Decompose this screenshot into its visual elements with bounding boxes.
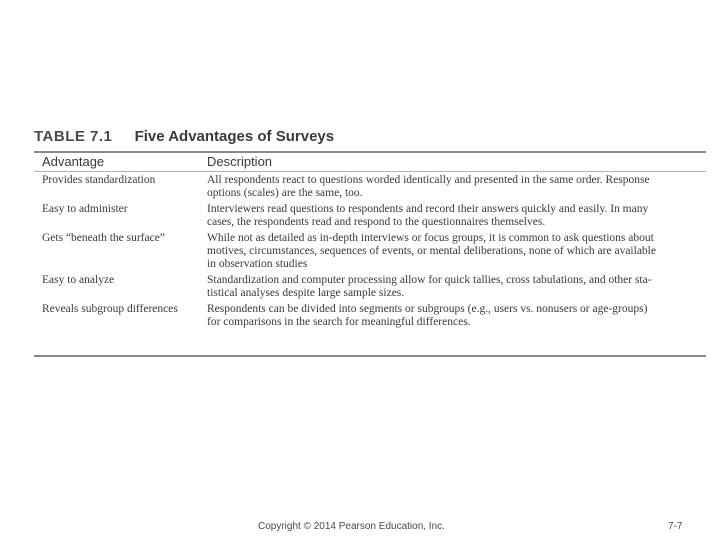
copyright-notice: Copyright © 2014 Pearson Education, Inc. xyxy=(258,521,445,532)
table-row xyxy=(42,232,706,271)
advantage-cell: Easy to analyze xyxy=(42,274,115,286)
description-line: motives, circumstances, sequences of events, or mental deliberations, none of which are available xyxy=(207,245,656,257)
description-line: While not as detailed as in-depth interviews or focus groups, it is common to ask questions about xyxy=(207,232,654,244)
table-body xyxy=(42,174,706,329)
description-line: All respondents react to questions worded identically and presented in the same order. Response xyxy=(207,174,650,186)
column-header-description: Description xyxy=(207,154,273,169)
description-cell xyxy=(207,232,697,271)
advantage-cell: Provides standardization xyxy=(42,174,156,186)
description-cell xyxy=(207,174,697,200)
table-caption xyxy=(34,128,334,145)
table-header-rule xyxy=(34,171,706,172)
description-line: Interviewers read questions to respondents and record their answers quickly and easily. In many xyxy=(207,203,649,215)
table-number: TABLE 7.1 xyxy=(34,128,113,145)
description-line: for comparisons in the search for meaningful differences. xyxy=(207,316,471,328)
description-cell xyxy=(207,303,697,329)
table-row xyxy=(42,303,706,329)
description-line: Standardization and computer processing allow for quick tallies, cross tabulations, and other sta- xyxy=(207,274,652,286)
description-line: tistical analyses despite large sample sizes. xyxy=(207,287,405,299)
table-row xyxy=(42,203,706,229)
description-cell xyxy=(207,203,697,229)
description-line: cases, the respondents read and respond to the questionnaires themselves. xyxy=(207,216,546,228)
description-line: in observation studies xyxy=(207,258,308,270)
page-number: 7-7 xyxy=(668,521,683,532)
table-bottom-rule xyxy=(34,355,706,357)
description-line: options (scales) are the same, too. xyxy=(207,187,363,199)
advantage-cell: Reveals subgroup differences xyxy=(42,303,178,315)
column-header-advantage: Advantage xyxy=(42,154,105,169)
table-title: Five Advantages of Surveys xyxy=(134,128,335,145)
table-row xyxy=(42,274,706,300)
table-row xyxy=(42,174,706,200)
advantage-cell: Gets “beneath the surface” xyxy=(42,232,165,244)
table-top-rule xyxy=(34,151,706,153)
description-line: Respondents can be divided into segments or subgroups (e.g., users vs. nonusers or age-groups) xyxy=(207,303,648,315)
advantage-cell: Easy to administer xyxy=(42,203,128,215)
description-cell xyxy=(207,274,697,300)
